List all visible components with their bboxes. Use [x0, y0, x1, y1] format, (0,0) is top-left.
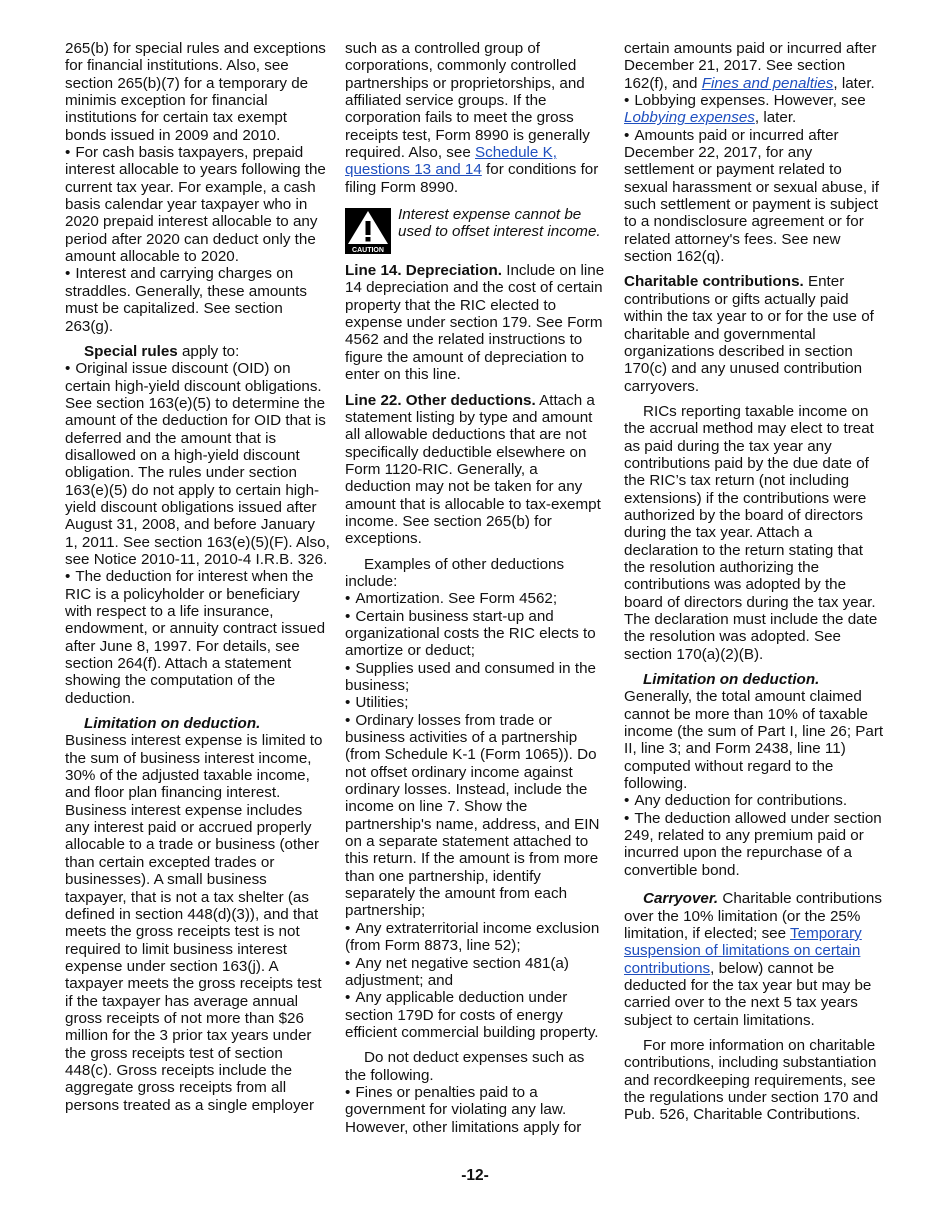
bullet-item: • Fines or penalties paid to a government for violating any law. However, other limitations apply for: [345, 1084, 607, 1136]
line22-paragraph: [345, 392, 607, 548]
bullet-item: • Any extraterritorial income exclusion (from Form 8873, line 52);: [345, 920, 607, 955]
caution-text: Interest expense cannot be used to offset interest income.: [398, 206, 601, 241]
bullet-item: • Certain business start-up and organizational costs the RIC elects to amortize or deduct;: [345, 608, 607, 660]
carryover-paragraph: [624, 890, 886, 1029]
bullet-item: • The deduction allowed under section 249, related to any premium paid or incurred upon the repurchase of a convertible bond.: [624, 810, 886, 879]
limitation-heading: Limitation on deduction.: [643, 671, 820, 689]
bullet-item: • Utilities;: [345, 694, 607, 711]
text-run: , below) cannot be deducted for the tax year but may be carried over to the next 5 tax years subject to certain limitations.: [624, 959, 872, 1029]
text-run: Lobbying expenses. However, see: [634, 92, 866, 110]
paragraph: 265(b) for special rules and exceptions for financial institutions. Also, see section 265(b)(7) for a temporary de minimis exception for financial institutions for certain tax exempt bonds issued in 2009 and 2010.: [65, 40, 326, 144]
text-run: for conditions for filing Form 8990.: [345, 161, 599, 196]
bullet-item: • Original issue discount (OID) on certain high-yield discount obligations. See section 163(e)(5) to determine the amount of the deduction for OID that is deferred and the amount that is disallowed on a high-yield discount obligation. The rules under section 163(e)(5) do not apply to certain high-yield discount obligations issued after August 31, 2008, and before January 1, 2011. See section 163(e)(5)(F). Also, see Notice 2010-11, 2010-4 I.R.B. 326.: [65, 360, 330, 568]
charitable-heading: Charitable contributions.: [624, 273, 804, 291]
caution-icon: [345, 208, 391, 254]
page-number: -12-: [461, 1167, 489, 1184]
caution-label: CAUTION: [352, 247, 384, 255]
bullet-item: • Any applicable deduction under section 179D for costs of energy efficient commercial building property.: [345, 989, 607, 1041]
column-middle: [345, 40, 607, 1136]
column-right: [624, 40, 886, 1124]
limitation-heading-paragraph: [624, 671, 886, 688]
paragraph: [624, 40, 886, 92]
line14-heading: Line 14. Depreciation.: [345, 262, 502, 280]
charitable-paragraph: [624, 273, 886, 394]
fines-and-penalties-link[interactable]: Fines and penalties: [701, 74, 834, 92]
line14-body: Include on line 14 depreciation and the cost of certain property that the RIC elected to expense under section 179. See Form 4562 and the related instructions to figure the amount of depreciation to enter on this line.: [345, 262, 605, 384]
more-info-paragraph: For more information on charitable contributions, including substantiation and recordkeeping requirements, see the regulations under section 170 and Pub. 526, Charitable Contributions.: [624, 1036, 879, 1124]
bullet-item: • Supplies used and consumed in the business;: [345, 660, 607, 695]
bullet-item: • Any net negative section 481(a) adjustment; and: [345, 955, 607, 990]
line22-body: Attach a statement listing by type and amount all allowable deductions that are not specifically deductible elsewhere on Form 1120-RIC. Generally, a deduction may not be taken for any amount that is allocable to tax-exempt income. See section 265(b) for exceptions.: [345, 391, 601, 548]
bullet-item: • Amortization. See Form 4562;: [345, 590, 607, 607]
limitation-body: Generally, the total amount claimed cannot be more than 10% of taxable income (the sum of Part I, line 26; Part II, line 3; and Form 2438, line 11) computed without regard to the following.: [624, 688, 884, 793]
charitable-body: Enter contributions or gifts actually paid within the tax year to or for the use of charitable and governmental organizations described in section 170(c) and any unused contribution carryovers.: [624, 273, 874, 395]
special-rules-paragraph: [65, 343, 330, 360]
bullet-item: • Amounts paid or incurred after December 22, 2017, for any settlement or payment related to sexual harassment or sexual abuse, if such settlement or payment is subject to a nondisclosure agreement or for related attorney's fees. See new section 162(q).: [624, 127, 886, 266]
bullet-item: • The deduction for interest when the RIC is a policyholder or beneficiary with respect to a life insurance, endowment, or annuity contract issued after June 8, 1997. For details, see section 264(f). Attach a statement showing the computation of the deduction.: [65, 568, 330, 707]
text-run: , later.: [833, 74, 875, 92]
text-run: , later.: [754, 109, 797, 127]
lobbying-expenses-link[interactable]: Lobbying expenses: [624, 109, 755, 127]
bullet-item: • Any deduction for contributions.: [624, 792, 886, 809]
rics-paragraph: RICs reporting taxable income on the accrual method may elect to treat as paid during the tax year any contributions paid by the due date of the RIC’s tax return (not including extensions) if the contributions were authorized by the board of directors during the tax year. Attach a declaration to the return stating that the resolution authorizing the contributions was adopted by the board of directors during the tax year. The declaration must include the date the resolution was adopted. See section 170(a)(2)(B).: [624, 402, 878, 663]
caution-callout: [345, 206, 607, 254]
special-rules-heading: Special rules: [84, 342, 178, 360]
do-not-deduct-paragraph: Do not deduct expenses such as the following.: [345, 1049, 585, 1084]
bullet-item: • Interest and carrying charges on straddles. Generally, these amounts must be capitalized. See section 263(g).: [65, 265, 330, 334]
limitation-body: Business interest expense is limited to the sum of business interest income, 30% of the adjusted taxable income, and floor plan financing interest. Business interest expense includes any interest paid or accrued properly allocable to a trade or business (other than certain excepted trades or businesses). A small business taxpayer, that is not a tax shelter (as defined in section 448(d)(3)), and that meets the gross receipts test is not required to limit business interest expense under section 163(j). A taxpayer meets the gross receipts test if the taxpayer has average annual gross receipts of not more than $26 million for the 3 prior tax years under the gross receipts test of section 448(c). Gross receipts include the aggregate gross receipts from all persons treated as a single employer: [65, 732, 323, 1114]
examples-paragraph: Examples of other deductions include:: [345, 555, 565, 590]
text-run: Charitable contributions over the 10% limitation (or the 25% limitation, if elected; see: [624, 890, 882, 942]
bullet-item: [624, 92, 886, 127]
line14-paragraph: [345, 262, 607, 383]
temporary-suspension-link[interactable]: Temporary suspension of limitations on certain contributions: [624, 924, 862, 977]
carryover-heading: Carryover.: [643, 890, 719, 908]
bullet-item: • Ordinary losses from trade or business activities of a partnership (from Schedule K-1 (Form 1065)). Do not offset ordinary income against ordinary losses. Instead, include the income on line 7. Show the partnership's name, address, and EIN on a separate statement attached to this return. If the amount is from more than one partnership, identify separately the amount from each partnership;: [345, 712, 607, 920]
text-run: certain amounts paid or incurred after December 21, 2017. See section 162(f), and: [624, 40, 877, 92]
paragraph: [345, 40, 607, 196]
column-left: [65, 40, 330, 1114]
limitation-heading-paragraph: [65, 715, 330, 732]
schedule-k-link[interactable]: Schedule K, questions 13 and 14: [345, 144, 557, 179]
limitation-heading: Limitation on deduction.: [84, 715, 261, 733]
bullet-item: • For cash basis taxpayers, prepaid interest allocable to years following the current tax year. For example, a cash basis calendar year taxpayer who in 2020 prepaid interest allocable to any period after 2020 can deduct only the amount allocable to 2020.: [65, 144, 330, 265]
line22-heading: Line 22. Other deductions.: [345, 391, 536, 409]
special-rules-text: apply to:: [177, 342, 240, 360]
text-run: such as a controlled group of corporations, commonly controlled partnerships or proprietorships, and affiliated service groups. If the corporation fails to meet the gross receipts test, Form 8990 is generally required. Also, see: [345, 40, 590, 162]
